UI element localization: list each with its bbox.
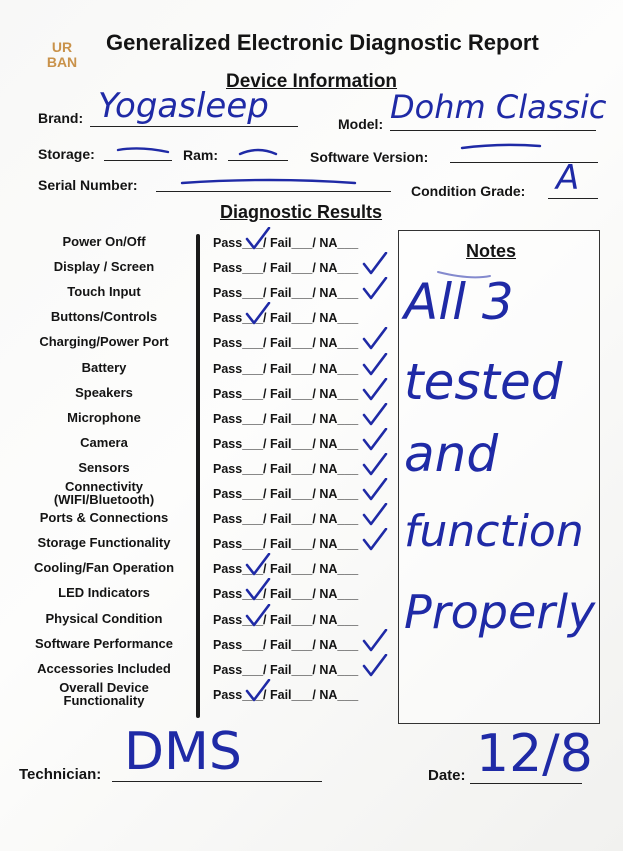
report-title: Generalized Electronic Diagnostic Report [106,30,539,55]
device-info-heading: Device Information [226,71,398,92]
diagnostic-row-options: Pass___/ Fail___/ NA___ [213,261,359,276]
diagnostic-row-label: Overall Device Functionality [59,679,149,708]
software-version-label: Software Version: [310,149,429,165]
diagnostic-row-label: Accessories Included [37,660,171,676]
diagnostic-row-options: Pass___/ Fail___/ NA___ [213,562,359,577]
diagnostic-row-label: Speakers [75,384,133,400]
check-mark-icon [245,553,271,577]
check-mark-icon [362,503,388,527]
check-mark-icon [362,252,388,276]
logo-line-1: UR [51,39,73,55]
diagnostic-row-options: Pass___/ Fail___/ NA___ [213,461,359,476]
check-mark-icon [362,528,388,552]
diagnostic-row-label: Battery [81,359,127,375]
diagnostic-row-options: Pass___/ Fail___/ NA___ [213,411,359,426]
diagnostic-row-label: LED Indicators [58,585,150,601]
check-mark-icon [245,578,271,602]
diagnostic-row-options: Pass___/ Fail___/ NA___ [213,612,359,627]
diagnostic-row-label: Display / Screen [53,259,155,275]
check-mark-icon [245,604,271,628]
diagnostic-row-options: Pass___/ Fail___/ NA___ [213,286,359,301]
diagnostic-results-heading: Diagnostic Results [220,202,383,222]
divider-bar [196,234,200,718]
diagnostic-row-label: Touch Input [67,284,141,300]
check-mark-icon [362,277,388,301]
diagnostic-row-options: Pass___/ Fail___/ NA___ [213,637,359,652]
diagnostic-row-options: Pass___/ Fail___/ NA___ [213,587,359,602]
date-value: 12/8 [476,724,593,784]
diagnostic-row-options: Pass___/ Fail___/ NA___ [213,662,359,677]
diagnostic-row-label: Cooling/Fan Operation [33,560,175,576]
diagnostic-row-label: Buttons/Controls [50,309,158,325]
notes-line-1: All 3 [404,273,514,331]
diagnostic-row-options: Pass___/ Fail___/ NA___ [213,386,359,401]
check-mark-icon [362,629,388,653]
model-value: Dohm Classic [390,88,607,126]
condition-grade-label: Condition Grade: [411,183,526,199]
diagnostic-row-options: Pass___/ Fail___/ NA___ [213,436,359,451]
brand-label: Brand: [38,110,84,126]
diagnostic-row-options: Pass___/ Fail___/ NA___ [213,487,359,501]
diagnostic-row-options: Pass___/ Fail___/ NA___ [213,311,359,326]
check-mark-icon [245,679,271,703]
notes-line-2: tested [404,353,563,411]
model-label: Model: [338,116,384,132]
diagnostic-row-options: Pass___/ Fail___/ NA___ [213,537,359,552]
check-mark-icon [362,403,388,427]
notes-heading: Notes [466,241,517,261]
check-mark-icon [362,453,388,477]
diagnostic-row-label: Connectivity (WIFI/Bluetooth) [53,479,155,507]
check-mark-icon [362,654,388,678]
check-mark-icon [362,478,388,502]
diagnostic-row-options: Pass___/ Fail___/ NA___ [213,361,359,376]
diagnostic-row-options: Pass___/ Fail___/ NA___ [213,687,359,702]
check-mark-icon [362,327,388,351]
diagnostic-row-label: Ports & Connections [39,510,169,526]
diagnostic-row-label: Microphone [67,409,141,425]
notes-line-3: and [404,425,499,483]
check-mark-icon [245,227,271,251]
diagnostic-row-options: Pass___/ Fail___/ NA___ [213,512,359,527]
check-mark-icon [362,353,388,377]
diagnostic-row-label: Storage Functionality [37,535,171,551]
condition-grade-value: A [556,158,580,198]
notes-line-4: function [404,506,584,557]
diagnostic-row-label: Physical Condition [45,610,163,626]
diagnostic-row-label: Charging/Power Port [39,334,169,350]
ram-label: Ram: [183,147,219,163]
check-mark-icon [245,302,271,326]
diagnostic-row-label: Sensors [78,459,130,475]
diagnostic-row-label: Camera [80,434,128,450]
serial-number-label: Serial Number: [38,177,138,193]
brand-value: Yogasleep [98,86,269,126]
check-mark-icon [362,378,388,402]
diagnostic-row-label: Software Performance [35,635,173,651]
date-label: Date: [428,767,466,784]
technician-value: DMS [124,722,242,782]
technician-label: Technician: [19,766,102,783]
notes-line-5: Properly [404,585,596,639]
diagnostic-row-options: Pass___/ Fail___/ NA___ [213,236,359,250]
check-mark-icon [362,428,388,452]
storage-label: Storage: [38,146,95,162]
diagnostic-row-label: Power On/Off [62,234,146,249]
logo-line-2: BAN [46,54,78,70]
diagnostic-row-options: Pass___/ Fail___/ NA___ [213,336,359,351]
